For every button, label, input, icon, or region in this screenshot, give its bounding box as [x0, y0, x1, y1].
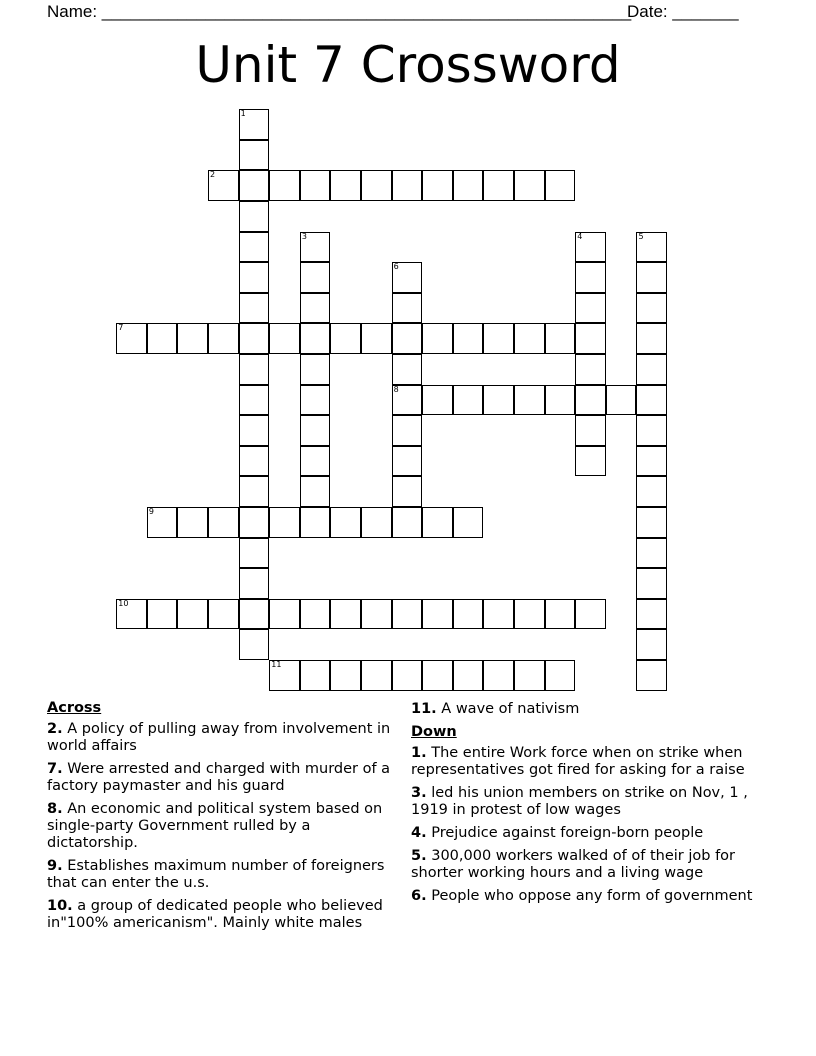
down-clue — [411, 888, 766, 905]
clue-number: 5. — [411, 848, 427, 864]
clue-number: 10. — [47, 898, 73, 914]
grid-cell[interactable] — [361, 599, 392, 630]
grid-cell[interactable] — [392, 354, 423, 385]
grid-cell[interactable] — [422, 660, 453, 691]
grid-cell[interactable] — [330, 507, 361, 538]
clue-text: The entire Work force when on strike when representatives got fired for asking for a raise — [411, 745, 745, 778]
down-clue — [411, 785, 766, 819]
clue-text: 300,000 workers walked of of their job for shorter working hours and a living wage — [411, 848, 736, 881]
across-clue — [411, 701, 766, 718]
clue-number: 8. — [47, 801, 63, 817]
grid-cell[interactable] — [330, 660, 361, 691]
grid-cell[interactable] — [545, 170, 576, 201]
grid-cell[interactable] — [422, 385, 453, 416]
grid-cell[interactable] — [269, 323, 300, 354]
across-clues — [47, 700, 402, 938]
grid-cell[interactable] — [116, 599, 147, 630]
grid-cell[interactable] — [422, 323, 453, 354]
name-field[interactable]: Name: ________________________________________________________ — [47, 2, 632, 21]
grid-cell[interactable] — [239, 599, 270, 630]
grid-cell[interactable] — [636, 599, 667, 630]
grid-cell[interactable] — [636, 232, 667, 263]
grid-cell[interactable] — [575, 354, 606, 385]
grid-cell[interactable] — [514, 170, 545, 201]
grid-cell[interactable] — [392, 385, 423, 416]
grid-cell[interactable] — [239, 201, 270, 232]
grid-cell[interactable] — [116, 323, 147, 354]
grid-cell[interactable] — [636, 415, 667, 446]
grid-cell[interactable] — [392, 293, 423, 324]
grid-cell[interactable] — [636, 354, 667, 385]
grid-cell[interactable] — [636, 476, 667, 507]
grid-cell[interactable] — [575, 293, 606, 324]
grid-cell[interactable] — [239, 293, 270, 324]
grid-cell[interactable] — [361, 170, 392, 201]
grid-cell[interactable] — [147, 507, 178, 538]
grid-cell[interactable] — [300, 323, 331, 354]
grid-cell[interactable] — [239, 109, 270, 140]
grid-cell[interactable] — [422, 599, 453, 630]
grid-cell[interactable] — [239, 415, 270, 446]
grid-cell[interactable] — [636, 323, 667, 354]
grid-cell[interactable] — [392, 170, 423, 201]
grid-cell[interactable] — [636, 568, 667, 599]
grid-cell[interactable] — [330, 323, 361, 354]
across-clue — [47, 801, 402, 852]
clue-number: 9 — [148, 507, 154, 517]
grid-cell[interactable] — [453, 385, 484, 416]
grid-cell[interactable] — [300, 415, 331, 446]
clue-number: 3 — [301, 231, 307, 241]
grid-cell[interactable] — [483, 323, 514, 354]
grid-cell[interactable] — [545, 660, 576, 691]
grid-cell[interactable] — [239, 568, 270, 599]
grid-cell[interactable] — [269, 170, 300, 201]
grid-cell[interactable] — [545, 323, 576, 354]
across-clue — [47, 858, 402, 892]
grid-cell[interactable] — [453, 170, 484, 201]
clue-text: a group of dedicated people who believed in"100% americanism". Mainly white males — [47, 898, 383, 931]
grid-cell[interactable] — [300, 170, 331, 201]
clue-text: led his union members on strike on Nov, 1 , 1919 in protest of low wages — [411, 785, 748, 818]
grid-cell[interactable] — [208, 323, 239, 354]
clue-text: A policy of pulling away from involvement in world affairs — [47, 721, 391, 754]
grid-cell[interactable] — [636, 507, 667, 538]
grid-cell[interactable] — [575, 323, 606, 354]
grid-cell[interactable] — [300, 476, 331, 507]
grid-cell[interactable] — [636, 538, 667, 569]
clue-text: Were arrested and charged with murder of a factory paymaster and his guard — [47, 761, 391, 794]
down-clue — [411, 848, 766, 882]
grid-cell[interactable] — [300, 232, 331, 263]
grid-cell[interactable] — [575, 599, 606, 630]
grid-cell[interactable] — [239, 629, 270, 660]
across-heading: Across — [47, 700, 102, 716]
grid-cell[interactable] — [239, 476, 270, 507]
grid-cell[interactable] — [545, 385, 576, 416]
down-clue — [411, 745, 766, 779]
clue-number: 10 — [118, 598, 129, 608]
grid-cell[interactable] — [361, 507, 392, 538]
clue-number: 6 — [393, 262, 399, 272]
grid-cell[interactable] — [575, 446, 606, 477]
grid-cell[interactable] — [575, 415, 606, 446]
grid-cell[interactable] — [636, 262, 667, 293]
clue-text: Establishes maximum number of foreigners that can enter the u.s. — [47, 858, 385, 891]
grid-cell[interactable] — [636, 385, 667, 416]
clue-number: 2. — [47, 721, 63, 737]
grid-cell[interactable] — [392, 476, 423, 507]
clue-number: 4. — [411, 825, 427, 841]
clue-text: A wave of nativism — [436, 701, 580, 717]
grid-cell[interactable] — [239, 140, 270, 171]
grid-cell[interactable] — [514, 323, 545, 354]
clue-number: 11. — [411, 701, 437, 717]
grid-cell[interactable] — [208, 599, 239, 630]
grid-cell[interactable] — [300, 262, 331, 293]
grid-cell[interactable] — [361, 323, 392, 354]
grid-cell[interactable] — [300, 354, 331, 385]
grid-cell[interactable] — [575, 262, 606, 293]
grid-cell[interactable] — [453, 599, 484, 630]
grid-cell[interactable] — [239, 538, 270, 569]
clue-number: 3. — [411, 785, 427, 801]
grid-cell[interactable] — [330, 599, 361, 630]
grid-cell[interactable] — [239, 170, 270, 201]
clue-number: 6. — [411, 888, 427, 904]
grid-cell[interactable] — [636, 293, 667, 324]
clue-number: 4 — [577, 231, 583, 241]
grid-cell[interactable] — [392, 415, 423, 446]
grid-cell[interactable] — [392, 262, 423, 293]
grid-cell[interactable] — [636, 629, 667, 660]
grid-cell[interactable] — [636, 660, 667, 691]
grid-cell[interactable] — [361, 660, 392, 691]
grid-cell[interactable] — [147, 323, 178, 354]
clue-number: 9. — [47, 858, 63, 874]
grid-cell[interactable] — [545, 599, 576, 630]
grid-cell[interactable] — [177, 507, 208, 538]
grid-cell[interactable] — [483, 170, 514, 201]
grid-cell[interactable] — [453, 323, 484, 354]
grid-cell[interactable] — [514, 385, 545, 416]
grid-cell[interactable] — [239, 232, 270, 263]
across-clue — [47, 898, 402, 932]
grid-cell[interactable] — [514, 660, 545, 691]
grid-cell[interactable] — [392, 323, 423, 354]
grid-cell[interactable] — [147, 599, 178, 630]
down-heading: Down — [411, 724, 457, 740]
grid-cell[interactable] — [453, 660, 484, 691]
grid-cell[interactable] — [300, 293, 331, 324]
grid-cell[interactable] — [422, 170, 453, 201]
grid-cell[interactable] — [392, 660, 423, 691]
across-clue — [47, 721, 402, 755]
grid-cell[interactable] — [239, 354, 270, 385]
grid-cell[interactable] — [330, 170, 361, 201]
grid-cell[interactable] — [269, 599, 300, 630]
grid-cell[interactable] — [300, 385, 331, 416]
grid-cell[interactable] — [269, 660, 300, 691]
clue-text: People who oppose any form of government — [426, 888, 753, 904]
grid-cell[interactable] — [483, 599, 514, 630]
grid-cell[interactable] — [300, 446, 331, 477]
grid-cell[interactable] — [514, 599, 545, 630]
clue-number: 7 — [118, 323, 124, 333]
grid-cell[interactable] — [239, 507, 270, 538]
grid-cell[interactable] — [483, 660, 514, 691]
grid-cell[interactable] — [636, 446, 667, 477]
date-field[interactable]: Date: _______ — [627, 2, 739, 21]
page-title: Unit 7 Crossword — [195, 36, 621, 94]
clue-text: Prejudice against foreign-born people — [426, 825, 704, 841]
clue-number: 11 — [271, 660, 282, 670]
grid-cell[interactable] — [239, 385, 270, 416]
down-clues — [411, 701, 766, 911]
down-clue — [411, 825, 766, 842]
clue-number: 1 — [240, 109, 246, 119]
grid-cell[interactable] — [300, 507, 331, 538]
grid-cell[interactable] — [606, 385, 637, 416]
grid-cell[interactable] — [300, 660, 331, 691]
grid-cell[interactable] — [575, 232, 606, 263]
across-clue — [47, 761, 402, 795]
grid-cell[interactable] — [483, 385, 514, 416]
grid-cell[interactable] — [392, 507, 423, 538]
grid-cell[interactable] — [177, 323, 208, 354]
grid-cell[interactable] — [392, 599, 423, 630]
grid-cell[interactable] — [208, 170, 239, 201]
grid-cell[interactable] — [177, 599, 208, 630]
grid-cell[interactable] — [239, 262, 270, 293]
grid-cell[interactable] — [239, 446, 270, 477]
grid-cell[interactable] — [453, 507, 484, 538]
grid-cell[interactable] — [269, 507, 300, 538]
clue-number: 5 — [638, 231, 644, 241]
clue-number: 2 — [210, 170, 216, 180]
clue-number: 8 — [393, 384, 399, 394]
grid-cell[interactable] — [239, 323, 270, 354]
clue-number: 7. — [47, 761, 63, 777]
grid-cell[interactable] — [300, 599, 331, 630]
grid-cell[interactable] — [392, 446, 423, 477]
clue-number: 1. — [411, 745, 427, 761]
grid-cell[interactable] — [575, 385, 606, 416]
grid-cell[interactable] — [422, 507, 453, 538]
grid-cell[interactable] — [208, 507, 239, 538]
clue-text: An economic and political system based on single-party Government rulled by a dictatorship. — [47, 801, 383, 851]
